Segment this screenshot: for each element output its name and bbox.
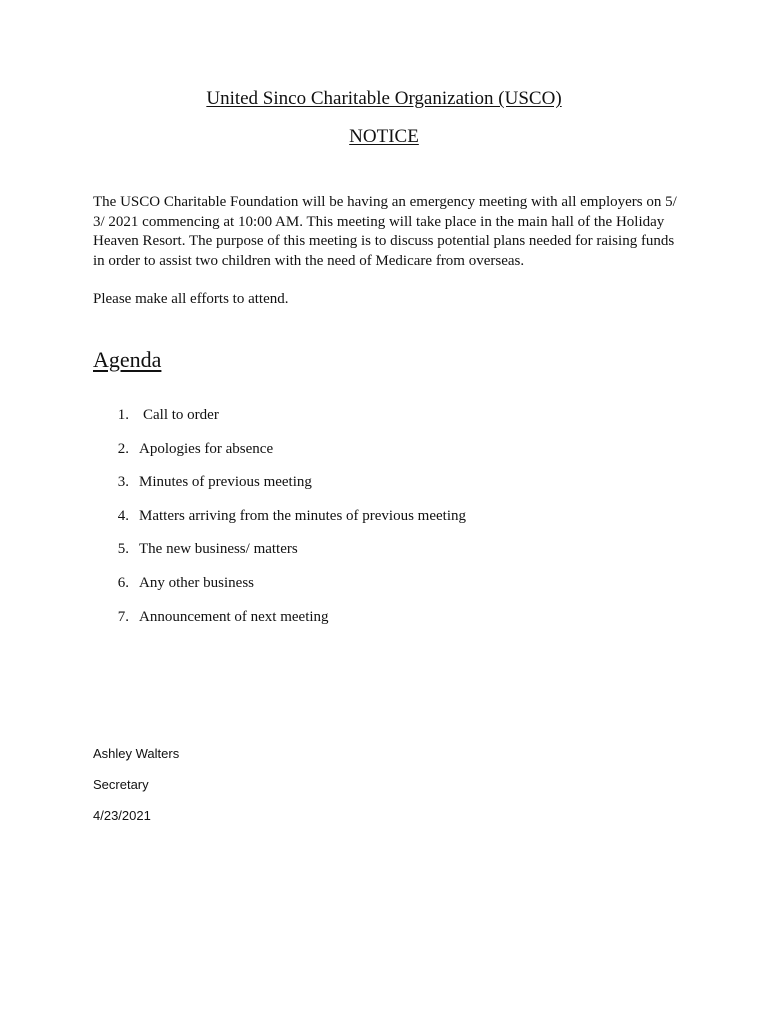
agenda-item-number: 6.	[117, 574, 129, 591]
agenda-item-number: 2.	[117, 440, 129, 457]
signatory-name: Ashley Walters	[93, 746, 180, 761]
notice-paragraph: The USCO Charitable Foundation will be having an emergency meeting with all employers on 5/ 3/ 2021 commencing at 10:00 AM. This meeting will take place in the main hall of the Holiday Heaven Resort. The purpose of this meeting is to discuss potential plans needed for raising funds in order to assist two children with the need of Medicare from overseas.	[93, 194, 677, 269]
organization-title: United Sinco Charitable Organization (USCO)	[206, 88, 562, 109]
agenda-item-number: 5.	[117, 541, 129, 558]
agenda-item-text: Call to order	[143, 407, 219, 423]
agenda-item-number: 1.	[117, 407, 129, 423]
signature-date: 4/23/2021	[93, 808, 151, 823]
agenda-item-text: The new business/ matters	[139, 541, 298, 558]
agenda-item-text: Matters arriving from the minutes of previous meeting	[139, 507, 467, 524]
agenda-item-number: 7.	[117, 608, 129, 625]
agenda-item-number: 4.	[117, 507, 129, 524]
agenda-item-text: Minutes of previous meeting	[139, 474, 312, 491]
agenda-heading: Agenda	[93, 347, 162, 372]
attend-request: Please make all efforts to attend.	[93, 291, 289, 307]
agenda-item-text: Apologies for absence	[139, 440, 274, 457]
agenda-item-text: Any other business	[139, 574, 254, 591]
agenda-item-text: Announcement of next meeting	[139, 608, 329, 625]
signatory-role: Secretary	[93, 777, 149, 792]
agenda-item-number: 3.	[117, 474, 129, 491]
notice-title: NOTICE	[349, 126, 419, 147]
